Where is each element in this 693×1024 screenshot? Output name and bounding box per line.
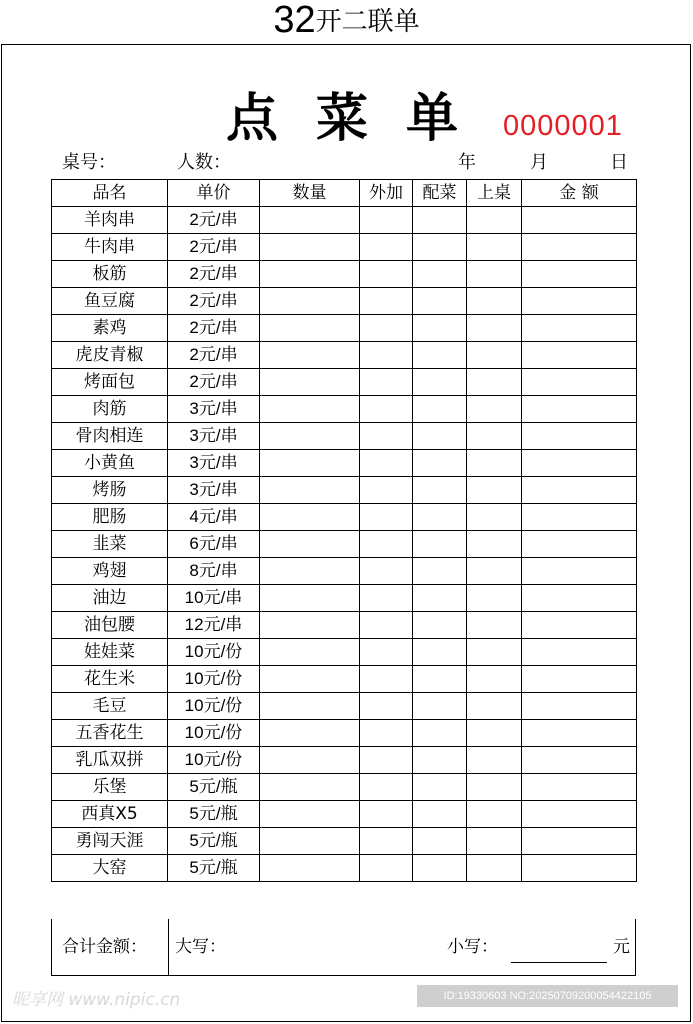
item-name-cell: 鸡翅 xyxy=(52,558,168,585)
side-dish-cell[interactable] xyxy=(413,288,467,315)
table-no-label: 桌号： xyxy=(62,152,116,173)
table-row xyxy=(52,558,637,585)
item-name-cell: 小黄鱼 xyxy=(52,450,168,477)
format-number: 32 xyxy=(273,0,316,41)
item-price-cell: 2元/串 xyxy=(168,234,260,261)
side-dish-cell[interactable] xyxy=(413,558,467,585)
item-price-cell: 5元/瓶 xyxy=(168,855,260,882)
item-name-cell: 油边 xyxy=(52,585,168,612)
quantity-cell[interactable] xyxy=(260,747,360,774)
served-cell[interactable] xyxy=(467,531,522,558)
item-name-cell: 西真X5 xyxy=(52,801,168,828)
item-name-cell: 鱼豆腐 xyxy=(52,288,168,315)
table-row xyxy=(52,423,637,450)
table-row xyxy=(52,612,637,639)
table-header-row xyxy=(52,180,637,207)
item-name-cell: 大窑 xyxy=(52,855,168,882)
extra-cell[interactable] xyxy=(360,234,413,261)
side-dish-cell[interactable] xyxy=(413,774,467,801)
table-row xyxy=(52,531,637,558)
column-header-extra: 外加 xyxy=(360,180,413,207)
extra-cell[interactable] xyxy=(360,612,413,639)
table-row xyxy=(52,585,637,612)
served-cell[interactable] xyxy=(467,612,522,639)
column-header-served: 上桌 xyxy=(467,180,522,207)
image-id-bar: ID:19330603 NO:20250709200054422105 xyxy=(417,985,678,1007)
month-label: 月 xyxy=(530,152,548,173)
served-cell[interactable] xyxy=(467,558,522,585)
item-name-cell: 虎皮青椒 xyxy=(52,342,168,369)
served-cell[interactable] xyxy=(467,234,522,261)
side-dish-cell[interactable] xyxy=(413,369,467,396)
item-price-cell: 12元/串 xyxy=(168,612,260,639)
side-dish-cell[interactable] xyxy=(413,261,467,288)
item-price-cell: 5元/瓶 xyxy=(168,828,260,855)
item-name-cell: 乐堡 xyxy=(52,774,168,801)
extra-cell[interactable] xyxy=(360,693,413,720)
item-price-cell: 2元/串 xyxy=(168,207,260,234)
amount-cell[interactable] xyxy=(522,234,637,261)
side-dish-cell[interactable] xyxy=(413,720,467,747)
amount-cell[interactable] xyxy=(522,207,637,234)
served-cell[interactable] xyxy=(467,450,522,477)
amount-cell[interactable] xyxy=(522,315,637,342)
table-row xyxy=(52,261,637,288)
item-name-cell: 烤肠 xyxy=(52,477,168,504)
serial-number: 0000001 xyxy=(503,110,623,142)
column-header-amount: 金 额 xyxy=(522,180,637,207)
table-row xyxy=(52,369,637,396)
extra-cell[interactable] xyxy=(360,531,413,558)
table-row xyxy=(52,693,637,720)
main-title: 点菜单 xyxy=(226,88,497,149)
people-count-label: 人数： xyxy=(177,152,231,173)
item-name-cell: 肥肠 xyxy=(52,504,168,531)
quantity-cell[interactable] xyxy=(260,774,360,801)
item-price-cell: 8元/串 xyxy=(168,558,260,585)
item-price-cell: 10元/份 xyxy=(168,747,260,774)
side-dish-cell[interactable] xyxy=(413,855,467,882)
served-cell[interactable] xyxy=(467,315,522,342)
side-dish-cell[interactable] xyxy=(413,666,467,693)
side-dish-cell[interactable] xyxy=(413,315,467,342)
item-price-cell: 3元/串 xyxy=(168,477,260,504)
amount-cell[interactable] xyxy=(522,747,637,774)
uppercase-amount-label: 大写： xyxy=(175,937,226,957)
extra-cell[interactable] xyxy=(360,477,413,504)
amount-cell[interactable] xyxy=(522,369,637,396)
served-cell[interactable] xyxy=(467,855,522,882)
site-watermark: 昵享网 www.nipic.cn xyxy=(12,990,181,1010)
side-dish-cell[interactable] xyxy=(413,828,467,855)
year-label: 年 xyxy=(458,152,476,173)
side-dish-cell[interactable] xyxy=(413,504,467,531)
amount-cell[interactable] xyxy=(522,477,637,504)
quantity-cell[interactable] xyxy=(260,558,360,585)
table-row xyxy=(52,639,637,666)
item-price-cell: 2元/串 xyxy=(168,315,260,342)
total-amount-label: 合计金额： xyxy=(62,937,147,957)
side-dish-cell[interactable] xyxy=(413,693,467,720)
side-dish-cell[interactable] xyxy=(413,612,467,639)
side-dish-cell[interactable] xyxy=(413,801,467,828)
item-price-cell: 10元/份 xyxy=(168,666,260,693)
item-name-cell: 牛肉串 xyxy=(52,234,168,261)
quantity-cell[interactable] xyxy=(260,396,360,423)
side-dish-cell[interactable] xyxy=(413,342,467,369)
extra-cell[interactable] xyxy=(360,504,413,531)
served-cell[interactable] xyxy=(467,261,522,288)
item-price-cell: 6元/串 xyxy=(168,531,260,558)
quantity-cell[interactable] xyxy=(260,450,360,477)
amount-cell[interactable] xyxy=(522,288,637,315)
extra-cell[interactable] xyxy=(360,558,413,585)
extra-cell[interactable] xyxy=(360,396,413,423)
amount-cell[interactable] xyxy=(522,558,637,585)
item-price-cell: 2元/串 xyxy=(168,288,260,315)
extra-cell[interactable] xyxy=(360,639,413,666)
extra-cell[interactable] xyxy=(360,585,413,612)
extra-cell[interactable] xyxy=(360,261,413,288)
side-dish-cell[interactable] xyxy=(413,207,467,234)
total-row xyxy=(51,919,636,976)
extra-cell[interactable] xyxy=(360,774,413,801)
quantity-cell[interactable] xyxy=(260,504,360,531)
amount-cell[interactable] xyxy=(522,504,637,531)
amount-cell[interactable] xyxy=(522,342,637,369)
item-price-cell: 3元/串 xyxy=(168,450,260,477)
quantity-cell[interactable] xyxy=(260,828,360,855)
extra-cell[interactable] xyxy=(360,369,413,396)
item-price-cell: 4元/串 xyxy=(168,504,260,531)
format-text: 开二联单 xyxy=(315,7,420,37)
served-cell[interactable] xyxy=(467,639,522,666)
item-price-cell: 3元/串 xyxy=(168,396,260,423)
day-label: 日 xyxy=(610,152,628,173)
amount-cell[interactable] xyxy=(522,828,637,855)
quantity-cell[interactable] xyxy=(260,855,360,882)
quantity-cell[interactable] xyxy=(260,801,360,828)
amount-cell[interactable] xyxy=(522,801,637,828)
quantity-cell[interactable] xyxy=(260,585,360,612)
format-title xyxy=(0,0,693,41)
item-price-cell: 2元/串 xyxy=(168,261,260,288)
extra-cell[interactable] xyxy=(360,342,413,369)
amount-cell[interactable] xyxy=(522,720,637,747)
amount-cell[interactable] xyxy=(522,585,637,612)
table-row xyxy=(52,207,637,234)
lowercase-amount-line[interactable] xyxy=(511,962,607,963)
quantity-cell[interactable] xyxy=(260,288,360,315)
table-row xyxy=(52,396,637,423)
quantity-cell[interactable] xyxy=(260,639,360,666)
item-name-cell: 韭菜 xyxy=(52,531,168,558)
amount-cell[interactable] xyxy=(522,693,637,720)
item-name-cell: 五香花生 xyxy=(52,720,168,747)
served-cell[interactable] xyxy=(467,342,522,369)
item-price-cell: 10元/份 xyxy=(168,639,260,666)
served-cell[interactable] xyxy=(467,774,522,801)
side-dish-cell[interactable] xyxy=(413,396,467,423)
quantity-cell[interactable] xyxy=(260,342,360,369)
item-price-cell: 5元/瓶 xyxy=(168,774,260,801)
side-dish-cell[interactable] xyxy=(413,477,467,504)
quantity-cell[interactable] xyxy=(260,531,360,558)
item-name-cell: 油包腰 xyxy=(52,612,168,639)
extra-cell[interactable] xyxy=(360,747,413,774)
table-row xyxy=(52,801,637,828)
quantity-cell[interactable] xyxy=(260,666,360,693)
quantity-cell[interactable] xyxy=(260,612,360,639)
served-cell[interactable] xyxy=(467,828,522,855)
extra-cell[interactable] xyxy=(360,666,413,693)
extra-cell[interactable] xyxy=(360,720,413,747)
table-row xyxy=(52,855,637,882)
served-cell[interactable] xyxy=(467,288,522,315)
served-cell[interactable] xyxy=(467,396,522,423)
item-name-cell: 勇闯天涯 xyxy=(52,828,168,855)
item-name-cell: 骨肉相连 xyxy=(52,423,168,450)
item-name-cell: 烤面包 xyxy=(52,369,168,396)
item-price-cell: 10元/份 xyxy=(168,720,260,747)
served-cell[interactable] xyxy=(467,666,522,693)
item-name-cell: 毛豆 xyxy=(52,693,168,720)
quantity-cell[interactable] xyxy=(260,261,360,288)
quantity-cell[interactable] xyxy=(260,315,360,342)
quantity-cell[interactable] xyxy=(260,720,360,747)
item-price-cell: 3元/串 xyxy=(168,423,260,450)
served-cell[interactable] xyxy=(467,747,522,774)
amount-cell[interactable] xyxy=(522,531,637,558)
served-cell[interactable] xyxy=(467,369,522,396)
column-header-name: 品名 xyxy=(52,180,168,207)
column-header-price: 单价 xyxy=(168,180,260,207)
amount-cell[interactable] xyxy=(522,666,637,693)
quantity-cell[interactable] xyxy=(260,234,360,261)
table-row xyxy=(52,342,637,369)
extra-cell[interactable] xyxy=(360,207,413,234)
item-name-cell: 素鸡 xyxy=(52,315,168,342)
side-dish-cell[interactable] xyxy=(413,450,467,477)
item-name-cell: 羊肉串 xyxy=(52,207,168,234)
column-header-quantity: 数量 xyxy=(260,180,360,207)
table-row xyxy=(52,234,637,261)
served-cell[interactable] xyxy=(467,504,522,531)
lowercase-amount-label: 小写： xyxy=(447,937,498,957)
item-price-cell: 2元/串 xyxy=(168,342,260,369)
table-row xyxy=(52,774,637,801)
amount-cell[interactable] xyxy=(522,639,637,666)
amount-cell[interactable] xyxy=(522,261,637,288)
item-price-cell: 5元/瓶 xyxy=(168,801,260,828)
quantity-cell[interactable] xyxy=(260,693,360,720)
table-row xyxy=(52,450,637,477)
served-cell[interactable] xyxy=(467,693,522,720)
extra-cell[interactable] xyxy=(360,828,413,855)
table-row xyxy=(52,828,637,855)
amount-cell[interactable] xyxy=(522,855,637,882)
item-name-cell: 板筋 xyxy=(52,261,168,288)
amount-cell[interactable] xyxy=(522,612,637,639)
extra-cell[interactable] xyxy=(360,855,413,882)
extra-cell[interactable] xyxy=(360,288,413,315)
quantity-cell[interactable] xyxy=(260,423,360,450)
table-row xyxy=(52,666,637,693)
currency-label: 元 xyxy=(613,937,630,957)
served-cell[interactable] xyxy=(467,585,522,612)
served-cell[interactable] xyxy=(467,207,522,234)
item-price-cell: 10元/份 xyxy=(168,693,260,720)
extra-cell[interactable] xyxy=(360,315,413,342)
menu-table xyxy=(51,179,637,882)
table-row xyxy=(52,315,637,342)
table-row xyxy=(52,288,637,315)
side-dish-cell[interactable] xyxy=(413,585,467,612)
served-cell[interactable] xyxy=(467,801,522,828)
side-dish-cell[interactable] xyxy=(413,639,467,666)
side-dish-cell[interactable] xyxy=(413,747,467,774)
quantity-cell[interactable] xyxy=(260,477,360,504)
side-dish-cell[interactable] xyxy=(413,423,467,450)
item-price-cell: 10元/串 xyxy=(168,585,260,612)
served-cell[interactable] xyxy=(467,720,522,747)
item-name-cell: 肉筋 xyxy=(52,396,168,423)
table-row xyxy=(52,720,637,747)
amount-cell[interactable] xyxy=(522,423,637,450)
item-name-cell: 花生米 xyxy=(52,666,168,693)
served-cell[interactable] xyxy=(467,477,522,504)
item-price-cell: 2元/串 xyxy=(168,369,260,396)
side-dish-cell[interactable] xyxy=(413,531,467,558)
footer-divider xyxy=(168,919,169,975)
quantity-cell[interactable] xyxy=(260,369,360,396)
table-row xyxy=(52,747,637,774)
amount-cell[interactable] xyxy=(522,774,637,801)
side-dish-cell[interactable] xyxy=(413,234,467,261)
table-row xyxy=(52,504,637,531)
column-header-side-dish: 配菜 xyxy=(413,180,467,207)
served-cell[interactable] xyxy=(467,423,522,450)
extra-cell[interactable] xyxy=(360,450,413,477)
extra-cell[interactable] xyxy=(360,801,413,828)
quantity-cell[interactable] xyxy=(260,207,360,234)
item-name-cell: 娃娃菜 xyxy=(52,639,168,666)
extra-cell[interactable] xyxy=(360,423,413,450)
amount-cell[interactable] xyxy=(522,396,637,423)
item-name-cell: 乳瓜双拼 xyxy=(52,747,168,774)
amount-cell[interactable] xyxy=(522,450,637,477)
table-row xyxy=(52,477,637,504)
